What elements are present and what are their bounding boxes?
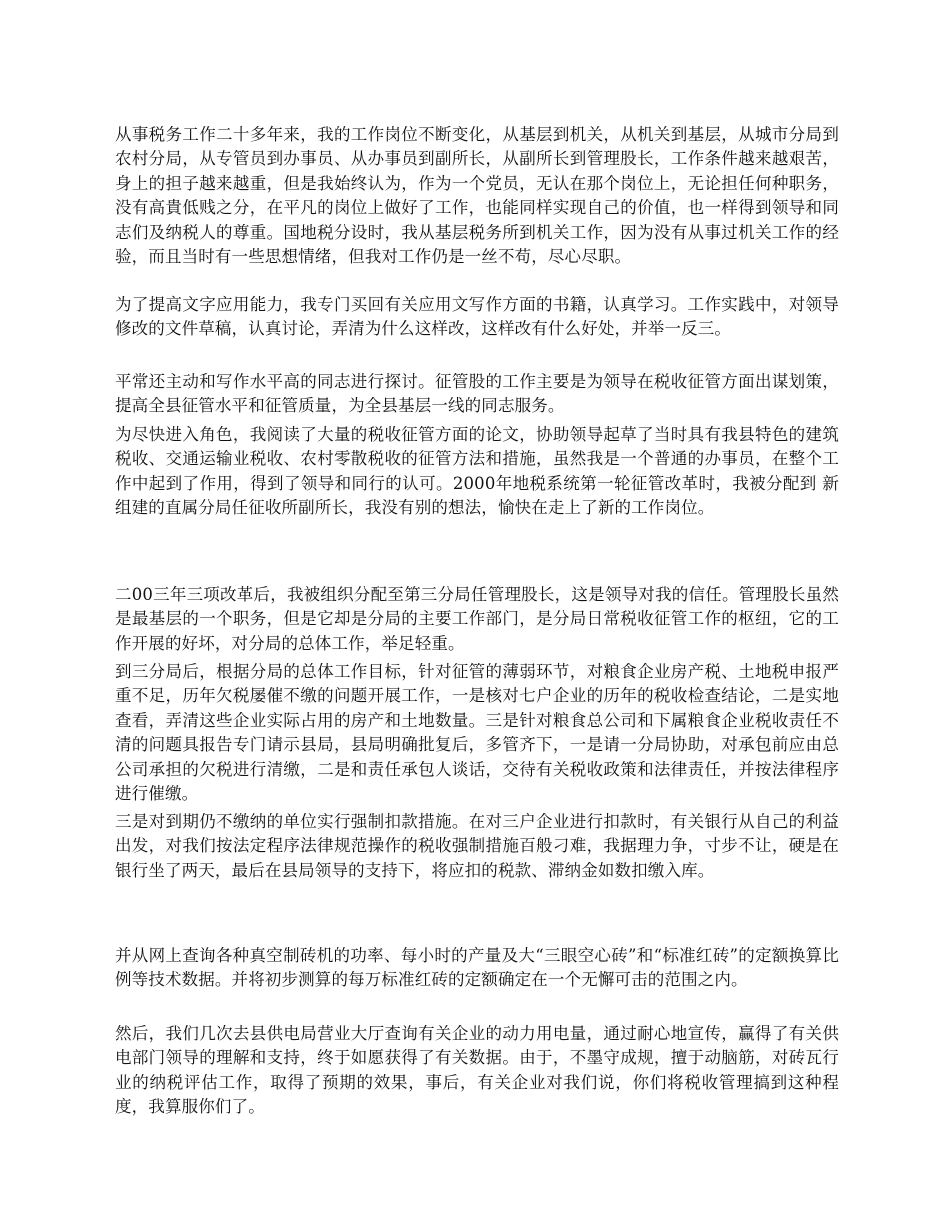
paragraph-writing-study: 为了提高文字应用能力，我专门买回有关应用文写作方面的书籍，认真学习。工作实践中，对领导修改的文件草稿，认真讨论，弄清为什么这样改，这样改有什么好处，并举一反三。 xyxy=(115,295,839,339)
paragraph-forced-deduction: 三是对到期仍不缴纳的单位实行强制扣款措施。在对三户企业进行扣款时，有关银行从自己的利益出发，对我们按法定程序法律规范操作的税收强制措施百般刁难，我据理力争，寸步不让，硬是在银行坐了两天，最后在县局领导的支持下，将应扣的税款、滞纳金如数扣缴入库。 xyxy=(115,812,839,880)
paragraph-third-branch-work: 到三分局后，根据分局的总体工作目标，针对征管的薄弱环节，对粮食企业房产税、土地税申报严重不足，历年欠税屡催不缴的问题开展工作，一是核对七户企业的历年的税收检查结论，二是实地查看，弄清这些企业实际占用的房产和土地数量。三是针对粮食总公司和下属粮食企业税收责任不清的问题具报告专门请示县局，县局明确批复后，多管齐下，一是请一分局协助，对承包前应由总公司承担的欠税进行清缴，二是和责任承包人谈话，交待有关税收政策和法律责任，并按法律程序进行催缴。 xyxy=(115,662,839,804)
paragraph-brick-data: 并从网上查询各种真空制砖机的功率、每小时的产量及大“三眼空心砖”和“标准红砖”的定额换算比例等技术数据。并将初步测算的每万标准红砖的定额确定在一个无懈可击的范围之内。 xyxy=(115,946,839,990)
paragraph-career-overview: 从事税务工作二十多年来，我的工作岗位不断变化，从基层到机关，从机关到基层，从城市分局到农村分局，从专管员到办事员、从办事员到副所长，从副所长到管理股长，工作条件越来越艰苦，身上的担子越来越重，但是我始终认为，作为一个党员，无认在那个岗位上，无论担任何种职务，没有高貴低贱之分，在平凡的岗位上做好了工作，也能同样实现自己的价值，也一样得到领导和同志们及纳税人的尊重。国地税分设时，我从基层税务所到机关工作，因为没有从事过机关工作的经验，而且当时有一些思想情绪，但我对工作仍是一丝不苟，尽心尽职。 xyxy=(115,125,839,267)
paragraph-discussion: 平常还主动和写作水平高的同志进行探讨。征管股的工作主要是为领导在税收征管方面出谋划策，提高全县征管水平和征管质量，为全县基层一线的同志服务。 xyxy=(115,372,839,416)
paragraph-role-entry: 为尽快进入角色，我阅读了大量的税收征管方面的论文，协助领导起草了当时具有我县特色的建筑税收、交通运输业税收、农村零散税收的征管方法和措施，虽然我是一个普通的办事员，在整个工作中起到了作用，得到了领导和同行的认可。2000年地税系统第一轮征管改革时，我被分配到 新组建的直属分局任征收所副所长，我没有别的想法，愉快在走上了新的工作岗位。 xyxy=(115,425,839,518)
paragraph-power-usage: 然后，我们几次去县供电局营业大厅查询有关企业的动力用电量，通过耐心地宣传，赢得了有关供电部门领导的理解和支持，终于如愿获得了有关数据。由于，不墨守成规，擅于动脑筋，对砖瓦行业的纳税评估工作，取得了预期的效果，事后，有关企业对我们说，你们将税收管理搞到这种程度，我算服你们了。 xyxy=(115,1024,839,1117)
paragraph-management-chief: 二00三年三项改革后，我被组织分配至第三分局任管理股长，这是领导对我的信任。管理股长虽然是最基层的一个职务，但是它却是分局的主要工作部门，是分局日常税收征管工作的枢纽，它的工作开展的好坏，对分局的总体工作，举足轻重。 xyxy=(115,585,839,653)
